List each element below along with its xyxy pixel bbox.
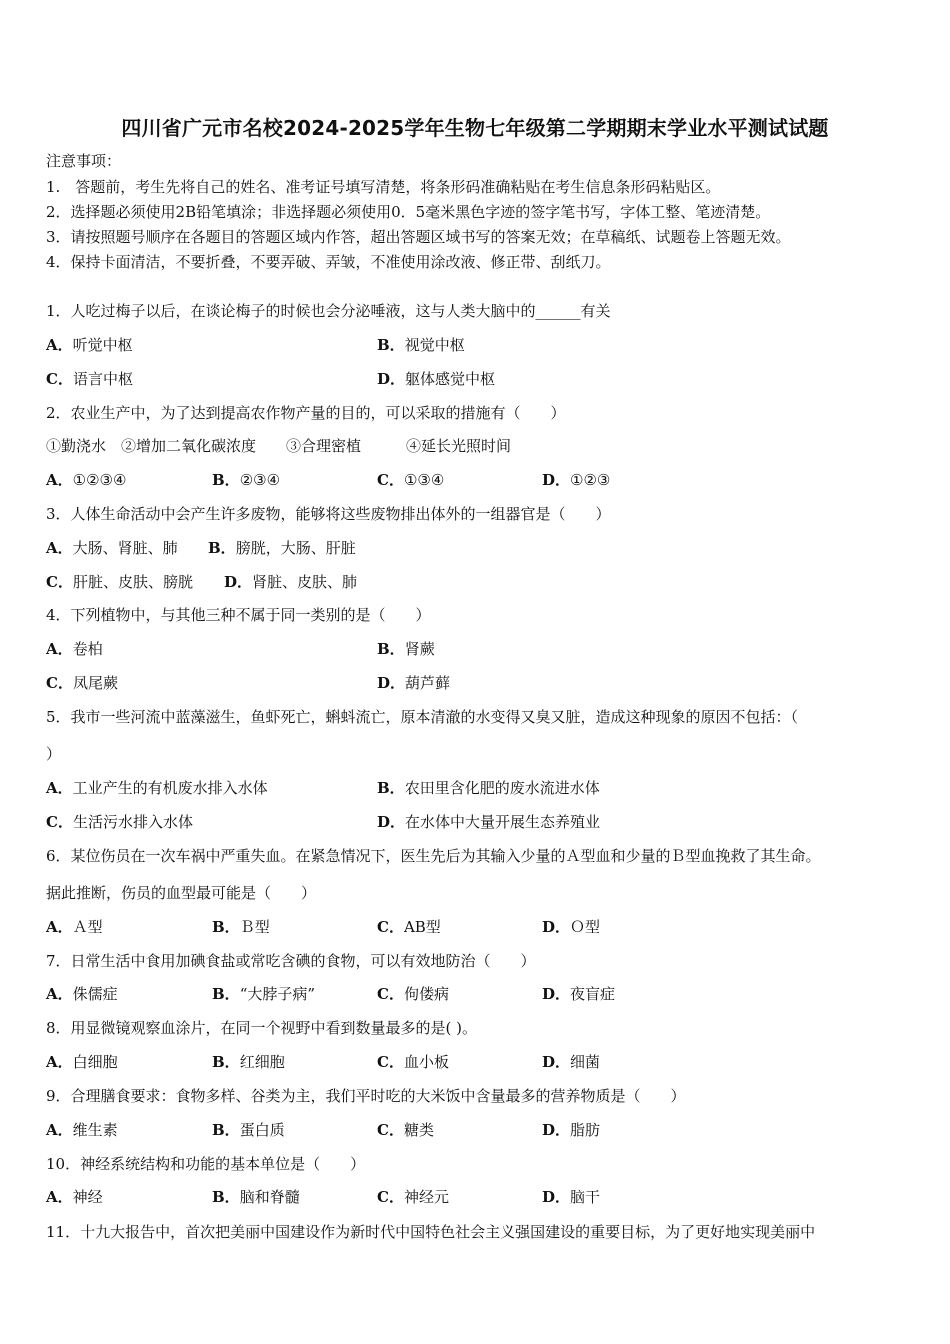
option-b: B．Ｂ型 <box>212 918 270 936</box>
option-c: C．糖类 <box>377 1121 434 1139</box>
question-stem: 7．日常生活中食用加碘食盐或常吃含碘的食物，可以有效地防治（ ） <box>46 952 536 970</box>
option-d: D．葫芦藓 <box>377 674 451 692</box>
question-stem: 4．下列植物中，与其他三种不属于同一类别的是（ ） <box>46 606 431 624</box>
note-item: 3．请按照题号顺序在各题目的答题区域内作答，超出答题区域书写的答案无效；在草稿纸、试题卷上答题无效。 <box>46 228 791 246</box>
notes-heading: 注意事项： <box>46 152 122 170</box>
option-c: C．神经元 <box>377 1188 449 1206</box>
option-c: C．佝偻病 <box>377 985 449 1003</box>
option-d: D．Ｏ型 <box>542 918 601 936</box>
question-stem: 10．神经系统结构和功能的基本单位是（ ） <box>46 1155 366 1173</box>
question-stem: 11．十九大报告中，首次把美丽中国建设作为新时代中国特色社会主义强国建设的重要目标，为了更好地实现美丽中 <box>46 1223 816 1241</box>
option-d: D．①②③ <box>542 471 611 489</box>
note-item: 2．选择题必须使用2B铅笔填涂；非选择题必须使用0．5毫米黑色字迹的签字笔书写，字体工整、笔迹清楚。 <box>46 203 771 221</box>
option-c: C．①③④ <box>377 471 445 489</box>
option-a: A．维生素 <box>46 1121 118 1139</box>
question-stem-continued: 据此推断，伤员的血型最可能是（ ） <box>46 884 317 902</box>
option-b: B．②③④ <box>212 471 281 489</box>
option-b: B．红细胞 <box>212 1053 285 1071</box>
option-c: C．血小板 <box>377 1053 449 1071</box>
option-a: A．听觉中枢 <box>46 336 133 354</box>
option-a: A．白细胞 <box>46 1053 118 1071</box>
question-stem: 1．人吃过梅子以后，在谈论梅子的时候也会分泌唾液，这与人类大脑中的______有关 <box>46 302 611 320</box>
question-stem: 9．合理膳食要求：食物多样、谷类为主，我们平时吃的大米饭中含量最多的营养物质是（ ） <box>46 1087 686 1105</box>
option-d: D．夜盲症 <box>542 985 616 1003</box>
option-d: D．躯体感觉中枢 <box>377 370 496 388</box>
option-a: A．侏儒症 <box>46 985 118 1003</box>
option-c: C．生活污水排入水体 <box>46 813 193 831</box>
option-b: B．肾蕨 <box>377 640 435 658</box>
question-stem: 8．用显微镜观察血涂片，在同一个视野中看到数量最多的是( )。 <box>46 1019 478 1037</box>
option-c: C．凤尾蕨 <box>46 674 118 692</box>
option-b: B．膀胱，大肠、肝脏 <box>208 539 356 557</box>
question-extra: ①勤浇水 ②增加二氧化碳浓度 ③合理密植 ④延长光照时间 <box>46 437 512 455</box>
option-b: B．“大脖子病” <box>212 985 316 1003</box>
question-stem: 2．农业生产中，为了达到提高农作物产量的目的，可以采取的措施有（ ） <box>46 404 566 422</box>
question-stem: 3．人体生命活动中会产生许多废物，能够将这些废物排出体外的一组器官是（ ） <box>46 505 611 523</box>
page-title: 四川省广元市名校2024-2025学年生物七年级第二学期期末学业水平测试试题 <box>121 116 829 140</box>
option-b: B．视觉中枢 <box>377 336 465 354</box>
option-c: C．AB型 <box>377 918 441 936</box>
option-a: A．①②③④ <box>46 471 127 489</box>
question-stem-continued: ） <box>46 745 62 763</box>
option-b: B．农田里含化肥的废水流进水体 <box>377 779 600 797</box>
option-d: D．细菌 <box>542 1053 601 1071</box>
option-d: D．脑干 <box>542 1188 601 1206</box>
option-d: D．脂肪 <box>542 1121 601 1139</box>
option-a: A．Ａ型 <box>46 918 103 936</box>
option-a: A．工业产生的有机废水排入水体 <box>46 779 268 797</box>
option-c: C．语言中枢 <box>46 370 133 388</box>
option-d: D．肾脏、皮肤、肺 <box>224 573 358 591</box>
option-b: B．脑和脊髓 <box>212 1188 300 1206</box>
option-d: D．在水体中大量开展生态养殖业 <box>377 813 601 831</box>
option-a: A．神经 <box>46 1188 103 1206</box>
question-stem: 6．某位伤员在一次车祸中严重失血。在紧急情况下，医生先后为其输入少量的Ａ型血和少量的Ｂ型血挽救了其生命。 <box>46 847 821 865</box>
option-b: B．蛋白质 <box>212 1121 285 1139</box>
note-item: 1. 答题前，考生先将自己的姓名、准考证号填写清楚，将条形码准确粘贴在考生信息条形码粘贴区。 <box>46 178 721 196</box>
option-c: C．肝脏、皮肤、膀胱 <box>46 573 193 591</box>
option-a: A．卷柏 <box>46 640 103 658</box>
option-a: A．大肠、肾脏、肺 <box>46 539 178 557</box>
note-item: 4．保持卡面清洁，不要折叠，不要弄破、弄皱，不准使用涂改液、修正带、刮纸刀。 <box>46 253 611 271</box>
question-stem: 5．我市一些河流中蓝藻滋生，鱼虾死亡，蝌蚪流亡，原本清澈的水变得又臭又脏，造成这种现象的原因不包括：（ <box>46 708 799 726</box>
